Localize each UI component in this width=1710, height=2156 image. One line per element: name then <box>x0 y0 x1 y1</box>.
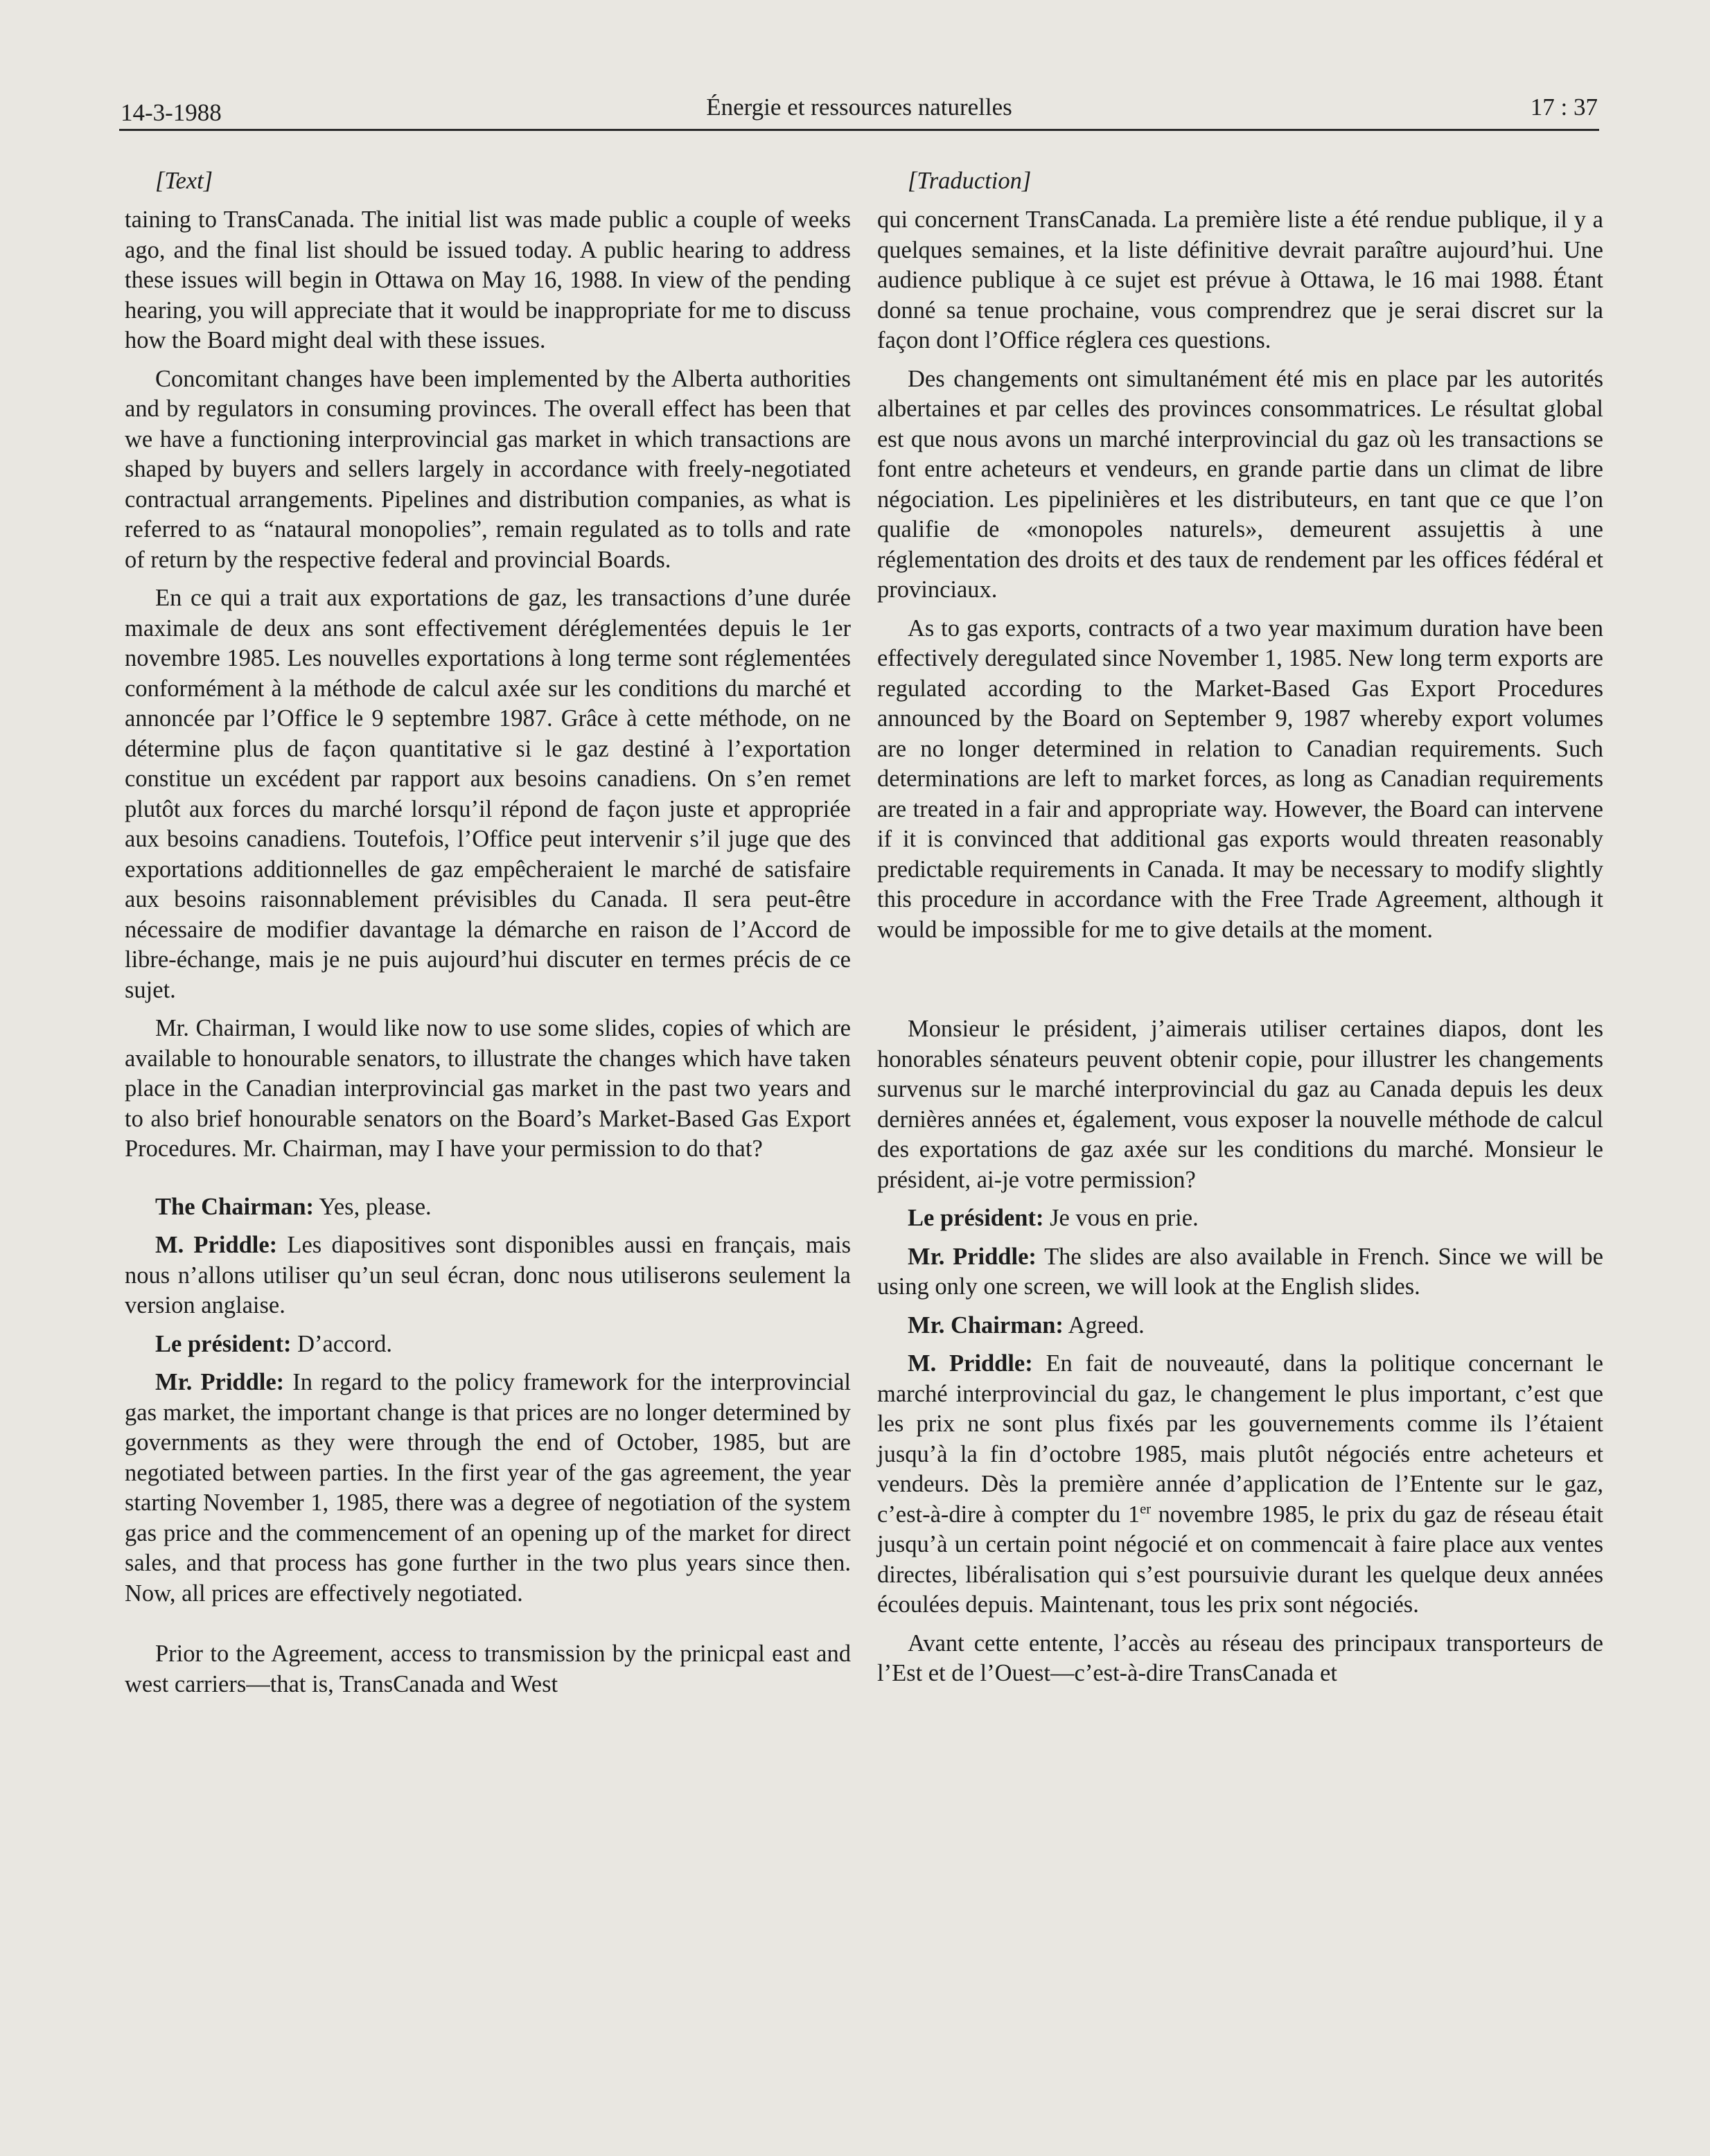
speaker-label: Le président: <box>155 1330 292 1357</box>
left-column-marker: [Text] <box>155 168 213 194</box>
right-paragraph-9: Avant cette entente, l’accès au réseau des principaux transporteurs de l’Est et de l’Ouest—c’est-à-dire TransCanada et <box>877 1629 1603 1686</box>
left-column <box>125 165 851 1708</box>
header-page-number: 17 : 37 <box>1530 94 1598 121</box>
speaker-label: Le président: <box>908 1205 1044 1231</box>
speech-text: Yes, please. <box>314 1193 432 1220</box>
speech-text: novembre 1985, le prix du gaz de réseau était jusqu’à un certain point négocié et on commencait à faire place aux ventes directes, libéralisation qui s’est poursuivie durant les quelque deux années écoulées depuis. Maintenant, tous les prix sont négociés. <box>877 1501 1603 1618</box>
left-paragraph-7 <box>125 1329 851 1360</box>
left-paragraph-1: taining to TransCanada. The initial list was made public a couple of weeks ago, and the final list should be issued today. A public hearing to address these issues will begin in Ottawa on May 16, 1988. In view of the pending hearing, you will appreciate that it would be inappropriate for me to discuss how the Board might deal with these issues. <box>125 206 851 353</box>
speech-text: En fait de nouveauté, dans la politique concernant le marché interprovincial du gaz, le changement le plus important, c’est que les prix ne sont plus fixés par les gouvernements comme ils l’étaient jusqu’à la fin d’octobre 1985, mais plutôt négociés entre acheteurs et vendeurs. Dès la première année d’application de l’Entente sur le gaz, c’est-à-dire à compter du 1 <box>877 1350 1603 1528</box>
right-column-marker: [Traduction] <box>908 168 1032 194</box>
speech-text: D’accord. <box>291 1330 393 1357</box>
left-paragraph-9: Prior to the Agreement, access to transmission by the prinicpal east and west carriers—that is, TransCanada and West <box>125 1641 851 1697</box>
speech-text: The slides are also available in French. Since we will be using only one screen, we will look at the English slides. <box>877 1243 1603 1300</box>
speaker-label: M. Priddle: <box>908 1350 1033 1377</box>
speech-text: Je vous en prie. <box>1043 1205 1199 1231</box>
header-title: Énergie et ressources naturelles <box>706 94 1012 121</box>
speaker-label: The Chairman: <box>155 1193 315 1220</box>
speaker-label: Mr. Priddle: <box>155 1369 285 1395</box>
left-paragraph-3: En ce qui a trait aux exportations de gaz, les transactions d’une durée maximale de deux ans sont effectivement déréglementées depuis le 1er novembre 1985. Les nouvelles exportations à long terme sont réglementées conformément à la méthode de calcul axée sur les conditions du marché et annoncée par l’Office le 9 septembre 1987. Grâce à cette méthode, on ne détermine plus de façon quantitative si le gaz destiné à l’exportation constitue un excédent par rapport aux besoins canadiens. On s’en remet plutôt aux forces du marché lorsqu’il répond de façon juste et appropriée aux besoins canadiens. Toutefois, l’Office peut intervenir s’il juge que des exportations additionnelles de gaz empêcheraient le marché de satisfaire aux besoins raisonnablement prévisibles du Canada. Il sera peut-être nécessaire de modifier davantage la démarche en raison de l’Accord de libre-échange, mais je ne puis aujourd’hui discuter en termes précis de ce sujet. <box>125 585 851 1003</box>
right-paragraph-5 <box>877 1203 1603 1234</box>
speech-text: In regard to the policy framework for the interprovincial gas market, the important change is that prices are no longer determined by governments as they were through the end of October, 1985, but are negotiated between parties. In the first year of the gas agreement, the year starting November 1, 1985, there was a degree of negotiation of the system gas price and the commencement of an opening up of the market for direct sales, and that process has gone further in the two plus years since then. Now, all prices are effectively negotiated. <box>125 1369 851 1607</box>
right-paragraph-4: Monsieur le président, j’aimerais utiliser certaines diapos, dont les honorables sénateurs peuvent obtenir copie, pour illustrer les changements survenus sur le marché interprovincial du gaz au Canada depuis les deux dernières années et, également, vous exposer la nouvelle méthode de calcul des exportations de gaz axée sur les conditions du marché. Monsieur le président, ai-je votre permission? <box>877 1016 1603 1193</box>
speech-text: Agreed. <box>1063 1311 1145 1338</box>
right-paragraph-1: qui concernent TransCanada. La première liste a été rendue publique, il y a quelques semaines, et la liste définitive devrait paraître aujourd’hui. Une audience publique à ce sujet est prévue à Ottawa, le 16 mai 1988. Étant donné sa tenue prochaine, vous comprendrez que je serai discret sur la façon dont l’Office réglera ces questions. <box>877 206 1603 353</box>
header-rule <box>119 129 1599 131</box>
ordinal-superscript: er <box>1140 1501 1152 1517</box>
header-date: 14-3-1988 <box>121 99 222 126</box>
left-paragraph-8 <box>125 1368 851 1609</box>
running-head <box>121 87 1598 127</box>
left-paragraph-5 <box>125 1192 851 1223</box>
right-paragraph-8 <box>877 1349 1603 1620</box>
speech-text: Les diapositives sont disponibles aussi en français, mais nous n’allons utiliser qu’un seul écran, donc nous utiliserons seulement la version anglaise. <box>125 1232 851 1318</box>
speaker-label: M. Priddle: <box>155 1232 278 1258</box>
left-paragraph-4: Mr. Chairman, I would like now to use some slides, copies of which are available to honourable senators, to illustrate the changes which have taken place in the Canadian interprovincial gas market in the past two years and to also brief honourable senators on the Board’s Market-Based Gas Export Procedures. Mr. Chairman, may I have your permission to do that? <box>125 1015 851 1162</box>
left-paragraph-2: Concomitant changes have been implemented by the Alberta authorities and by regulators in consuming provinces. The overall effect has been that we have a functioning interprovincial gas market in which transactions are shaped by buyers and sellers largely in accordance with freely-negotiated contractual arrangements. Pipelines and distribution companies, as what is referred to as “nataural monopolies”, remain regulated as to tolls and rate of return by the respective federal and provincial Boards. <box>125 365 851 573</box>
right-paragraph-6 <box>877 1242 1603 1302</box>
right-paragraph-3: As to gas exports, contracts of a two year maximum duration have been effectively deregulated since November 1, 1985. New long term exports are regulated according to the Market-Based Gas Export Procedures announced by the Board on September 9, 1987 whereby export volumes are no longer determined in relation to Canadian requirements. Such determinations are left to market forces, as long as Canadian requirements are treated in a fair and appropriate way. However, the Board can intervene if it is convinced that additional gas exports would threaten reasonably predictable requirements in Canada. It may be necessary to modify slightly this procedure in accordance with the Free Trade Agreement, although it would be impossible for me to give details at the moment. <box>877 615 1603 943</box>
speaker-label: Mr. Priddle: <box>908 1243 1037 1270</box>
left-paragraph-6 <box>125 1230 851 1321</box>
right-column <box>877 165 1603 1697</box>
right-paragraph-2: Des changements ont simultanément été mis en place par les autorités albertaines et par celles des provinces consommatrices. Le résultat global est que nous avons un marché interprovincial du gaz où les transactions se font entre acheteurs et vendeurs, en grande partie dans un climat de libre négociation. Les pipelinières et les distributeurs, en tant que ce que l’on qualifie de «monopoles naturels», demeurent assujettis à une réglementation des droits et des taux de rendement par les offices fédéral et provinciaux. <box>877 365 1603 603</box>
speaker-label: Mr. Chairman: <box>908 1311 1064 1338</box>
right-paragraph-7 <box>877 1311 1603 1341</box>
